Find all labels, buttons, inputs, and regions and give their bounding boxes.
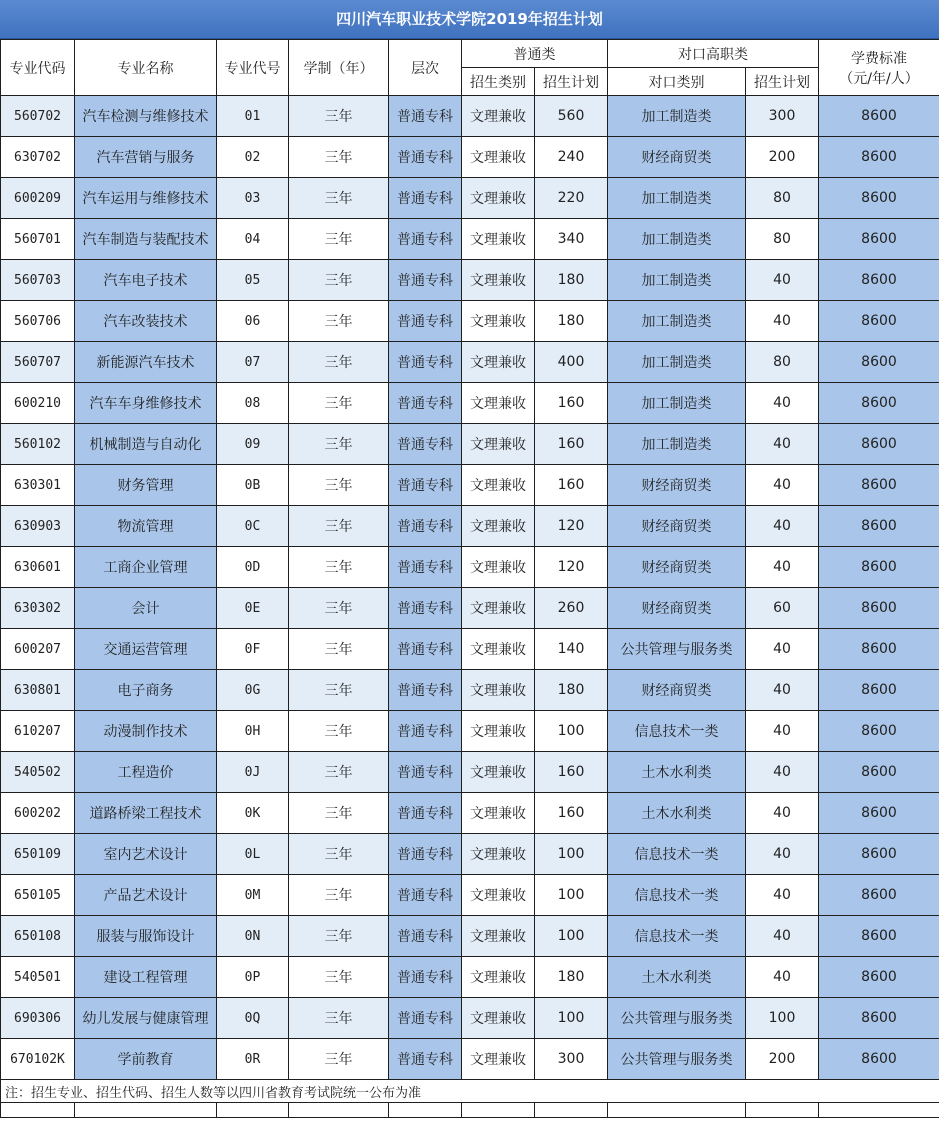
empty-cell (389, 1103, 462, 1118)
cell-short-code: 06 (217, 301, 289, 342)
cell-vocational-plan: 40 (746, 260, 819, 301)
empty-row (1, 1103, 939, 1118)
cell-short-code: 0L (217, 834, 289, 875)
cell-name: 室内艺术设计 (75, 834, 217, 875)
cell-short-code: 01 (217, 96, 289, 137)
cell-general-plan: 100 (535, 834, 608, 875)
cell-years: 三年 (289, 752, 389, 793)
cell-general-type: 文理兼收 (462, 834, 535, 875)
table-row (1, 916, 939, 957)
cell-code: 600202 (1, 793, 75, 834)
cell-vocational-plan: 40 (746, 301, 819, 342)
cell-vocational-type: 公共管理与服务类 (608, 1039, 746, 1080)
cell-code: 560701 (1, 219, 75, 260)
cell-general-type: 文理兼收 (462, 1039, 535, 1080)
cell-vocational-plan: 80 (746, 219, 819, 260)
cell-short-code: 0M (217, 875, 289, 916)
cell-vocational-type: 加工制造类 (608, 301, 746, 342)
cell-years: 三年 (289, 998, 389, 1039)
table-row (1, 1039, 939, 1080)
cell-fee: 8600 (819, 301, 939, 342)
cell-years: 三年 (289, 834, 389, 875)
cell-general-type: 文理兼收 (462, 916, 535, 957)
cell-fee: 8600 (819, 465, 939, 506)
cell-years: 三年 (289, 793, 389, 834)
table-body (1, 96, 939, 1118)
cell-fee: 8600 (819, 957, 939, 998)
cell-level: 普通专科 (389, 424, 462, 465)
cell-general-type: 文理兼收 (462, 137, 535, 178)
cell-level: 普通专科 (389, 916, 462, 957)
cell-general-type: 文理兼收 (462, 424, 535, 465)
cell-code: 650109 (1, 834, 75, 875)
cell-name: 汽车检测与维修技术 (75, 96, 217, 137)
cell-vocational-type: 公共管理与服务类 (608, 629, 746, 670)
cell-short-code: 0E (217, 588, 289, 629)
cell-level: 普通专科 (389, 670, 462, 711)
cell-short-code: 0P (217, 957, 289, 998)
cell-vocational-type: 财经商贸类 (608, 506, 746, 547)
table-row (1, 219, 939, 260)
cell-general-plan: 180 (535, 260, 608, 301)
cell-short-code: 04 (217, 219, 289, 260)
cell-short-code: 08 (217, 383, 289, 424)
cell-fee: 8600 (819, 875, 939, 916)
cell-vocational-type: 信息技术一类 (608, 834, 746, 875)
cell-code: 600210 (1, 383, 75, 424)
table-row (1, 178, 939, 219)
cell-vocational-plan: 40 (746, 916, 819, 957)
cell-years: 三年 (289, 957, 389, 998)
cell-vocational-type: 土木水利类 (608, 752, 746, 793)
cell-general-type: 文理兼收 (462, 383, 535, 424)
table-row (1, 588, 939, 629)
footnote: 注：招生专业、招生代码、招生人数等以四川省教育考试院统一公布为准 (1, 1080, 939, 1103)
cell-vocational-type: 加工制造类 (608, 342, 746, 383)
header-years: 学制（年） (289, 40, 389, 96)
cell-general-type: 文理兼收 (462, 178, 535, 219)
cell-short-code: 0R (217, 1039, 289, 1080)
header-code: 专业代码 (1, 40, 75, 96)
cell-general-plan: 160 (535, 424, 608, 465)
cell-short-code: 07 (217, 342, 289, 383)
header-fee-line2: （元/年/人） (839, 70, 919, 87)
cell-general-type: 文理兼收 (462, 957, 535, 998)
cell-years: 三年 (289, 260, 389, 301)
cell-general-plan: 120 (535, 506, 608, 547)
cell-fee: 8600 (819, 178, 939, 219)
cell-name: 学前教育 (75, 1039, 217, 1080)
cell-short-code: 02 (217, 137, 289, 178)
cell-general-plan: 100 (535, 875, 608, 916)
cell-short-code: 0B (217, 465, 289, 506)
cell-vocational-plan: 40 (746, 752, 819, 793)
cell-vocational-type: 加工制造类 (608, 96, 746, 137)
table-row (1, 875, 939, 916)
cell-vocational-type: 加工制造类 (608, 178, 746, 219)
cell-short-code: 03 (217, 178, 289, 219)
cell-name: 汽车车身维修技术 (75, 383, 217, 424)
cell-level: 普通专科 (389, 506, 462, 547)
cell-vocational-type: 信息技术一类 (608, 875, 746, 916)
header-general-type: 招生类别 (462, 68, 535, 96)
cell-years: 三年 (289, 506, 389, 547)
table-row (1, 506, 939, 547)
cell-general-plan: 180 (535, 670, 608, 711)
cell-code: 630302 (1, 588, 75, 629)
cell-fee: 8600 (819, 793, 939, 834)
cell-level: 普通专科 (389, 957, 462, 998)
cell-code: 610207 (1, 711, 75, 752)
cell-years: 三年 (289, 178, 389, 219)
cell-code: 630301 (1, 465, 75, 506)
cell-general-type: 文理兼收 (462, 670, 535, 711)
cell-general-type: 文理兼收 (462, 219, 535, 260)
cell-fee: 8600 (819, 1039, 939, 1080)
cell-name: 新能源汽车技术 (75, 342, 217, 383)
cell-years: 三年 (289, 301, 389, 342)
table-row (1, 260, 939, 301)
cell-vocational-type: 财经商贸类 (608, 547, 746, 588)
cell-general-type: 文理兼收 (462, 793, 535, 834)
table-row (1, 957, 939, 998)
cell-level: 普通专科 (389, 137, 462, 178)
cell-general-plan: 100 (535, 998, 608, 1039)
cell-vocational-type: 加工制造类 (608, 383, 746, 424)
cell-general-type: 文理兼收 (462, 342, 535, 383)
cell-years: 三年 (289, 465, 389, 506)
cell-vocational-plan: 300 (746, 96, 819, 137)
cell-vocational-plan: 40 (746, 629, 819, 670)
cell-level: 普通专科 (389, 96, 462, 137)
cell-level: 普通专科 (389, 998, 462, 1039)
cell-name: 建设工程管理 (75, 957, 217, 998)
cell-name: 道路桥梁工程技术 (75, 793, 217, 834)
empty-cell (462, 1103, 535, 1118)
cell-general-type: 文理兼收 (462, 465, 535, 506)
cell-general-type: 文理兼收 (462, 875, 535, 916)
table-row (1, 752, 939, 793)
cell-short-code: 0F (217, 629, 289, 670)
empty-cell (746, 1103, 819, 1118)
cell-fee: 8600 (819, 629, 939, 670)
cell-fee: 8600 (819, 752, 939, 793)
table-row (1, 342, 939, 383)
cell-general-plan: 340 (535, 219, 608, 260)
cell-code: 670102K (1, 1039, 75, 1080)
cell-general-plan: 160 (535, 793, 608, 834)
cell-general-plan: 560 (535, 96, 608, 137)
cell-general-plan: 160 (535, 465, 608, 506)
cell-code: 630903 (1, 506, 75, 547)
cell-general-type: 文理兼收 (462, 301, 535, 342)
cell-fee: 8600 (819, 506, 939, 547)
cell-vocational-plan: 40 (746, 383, 819, 424)
cell-vocational-plan: 40 (746, 547, 819, 588)
cell-code: 630801 (1, 670, 75, 711)
cell-general-plan: 180 (535, 301, 608, 342)
cell-fee: 8600 (819, 547, 939, 588)
cell-fee: 8600 (819, 342, 939, 383)
cell-vocational-plan: 40 (746, 793, 819, 834)
cell-code: 560702 (1, 96, 75, 137)
cell-general-plan: 100 (535, 711, 608, 752)
cell-code: 630702 (1, 137, 75, 178)
table-row (1, 383, 939, 424)
cell-short-code: 0Q (217, 998, 289, 1039)
table-row (1, 670, 939, 711)
cell-vocational-plan: 200 (746, 137, 819, 178)
note-row (1, 1080, 939, 1103)
cell-general-plan: 180 (535, 957, 608, 998)
cell-years: 三年 (289, 342, 389, 383)
cell-name: 汽车运用与维修技术 (75, 178, 217, 219)
cell-name: 汽车电子技术 (75, 260, 217, 301)
cell-vocational-type: 土木水利类 (608, 793, 746, 834)
cell-vocational-type: 加工制造类 (608, 260, 746, 301)
cell-years: 三年 (289, 219, 389, 260)
cell-vocational-type: 信息技术一类 (608, 916, 746, 957)
cell-name: 汽车制造与装配技术 (75, 219, 217, 260)
cell-years: 三年 (289, 1039, 389, 1080)
cell-level: 普通专科 (389, 301, 462, 342)
header-vocational-group: 对口高职类 (608, 40, 819, 68)
cell-level: 普通专科 (389, 383, 462, 424)
cell-name: 会计 (75, 588, 217, 629)
cell-fee: 8600 (819, 711, 939, 752)
cell-vocational-plan: 60 (746, 588, 819, 629)
cell-vocational-type: 加工制造类 (608, 219, 746, 260)
cell-fee: 8600 (819, 998, 939, 1039)
cell-vocational-plan: 80 (746, 178, 819, 219)
cell-fee: 8600 (819, 834, 939, 875)
cell-code: 600207 (1, 629, 75, 670)
cell-general-type: 文理兼收 (462, 547, 535, 588)
table-row (1, 465, 939, 506)
cell-vocational-plan: 40 (746, 834, 819, 875)
cell-years: 三年 (289, 711, 389, 752)
cell-short-code: 09 (217, 424, 289, 465)
empty-cell (608, 1103, 746, 1118)
cell-years: 三年 (289, 137, 389, 178)
cell-fee: 8600 (819, 137, 939, 178)
cell-vocational-plan: 40 (746, 711, 819, 752)
cell-level: 普通专科 (389, 219, 462, 260)
cell-short-code: 0D (217, 547, 289, 588)
cell-general-type: 文理兼收 (462, 96, 535, 137)
cell-vocational-plan: 40 (746, 670, 819, 711)
cell-code: 560102 (1, 424, 75, 465)
cell-code: 650105 (1, 875, 75, 916)
empty-cell (1, 1103, 75, 1118)
table-row (1, 998, 939, 1039)
cell-general-type: 文理兼收 (462, 711, 535, 752)
cell-level: 普通专科 (389, 1039, 462, 1080)
cell-vocational-type: 信息技术一类 (608, 711, 746, 752)
empty-cell (75, 1103, 217, 1118)
cell-name: 财务管理 (75, 465, 217, 506)
cell-name: 汽车改装技术 (75, 301, 217, 342)
cell-name: 产品艺术设计 (75, 875, 217, 916)
cell-code: 560703 (1, 260, 75, 301)
table-row (1, 711, 939, 752)
table-row (1, 301, 939, 342)
cell-name: 幼儿发展与健康管理 (75, 998, 217, 1039)
cell-general-type: 文理兼收 (462, 260, 535, 301)
cell-vocational-plan: 80 (746, 342, 819, 383)
cell-name: 服装与服饰设计 (75, 916, 217, 957)
cell-short-code: 0J (217, 752, 289, 793)
cell-years: 三年 (289, 875, 389, 916)
cell-code: 560706 (1, 301, 75, 342)
cell-vocational-plan: 100 (746, 998, 819, 1039)
table-row (1, 547, 939, 588)
cell-name: 动漫制作技术 (75, 711, 217, 752)
cell-general-plan: 160 (535, 383, 608, 424)
cell-short-code: 0K (217, 793, 289, 834)
cell-vocational-plan: 200 (746, 1039, 819, 1080)
cell-code: 600209 (1, 178, 75, 219)
cell-vocational-type: 加工制造类 (608, 424, 746, 465)
cell-general-plan: 100 (535, 916, 608, 957)
cell-general-plan: 120 (535, 547, 608, 588)
header-level: 层次 (389, 40, 462, 96)
cell-fee: 8600 (819, 96, 939, 137)
table-header (1, 40, 939, 96)
header-short-code: 专业代号 (217, 40, 289, 96)
cell-level: 普通专科 (389, 588, 462, 629)
enrollment-table (0, 39, 939, 1118)
cell-years: 三年 (289, 670, 389, 711)
table-row (1, 793, 939, 834)
cell-short-code: 0N (217, 916, 289, 957)
cell-general-plan: 140 (535, 629, 608, 670)
cell-general-type: 文理兼收 (462, 588, 535, 629)
empty-cell (217, 1103, 289, 1118)
cell-general-type: 文理兼收 (462, 506, 535, 547)
cell-vocational-type: 财经商贸类 (608, 465, 746, 506)
cell-years: 三年 (289, 547, 389, 588)
cell-name: 工商企业管理 (75, 547, 217, 588)
cell-short-code: 0C (217, 506, 289, 547)
cell-code: 540501 (1, 957, 75, 998)
table-row (1, 137, 939, 178)
cell-vocational-plan: 40 (746, 875, 819, 916)
cell-short-code: 0H (217, 711, 289, 752)
cell-vocational-type: 财经商贸类 (608, 588, 746, 629)
cell-fee: 8600 (819, 588, 939, 629)
cell-general-type: 文理兼收 (462, 752, 535, 793)
cell-general-plan: 300 (535, 1039, 608, 1080)
cell-name: 电子商务 (75, 670, 217, 711)
header-fee-line1: 学费标准 (851, 50, 907, 67)
empty-cell (819, 1103, 939, 1118)
cell-level: 普通专科 (389, 752, 462, 793)
cell-years: 三年 (289, 383, 389, 424)
cell-vocational-plan: 40 (746, 424, 819, 465)
cell-level: 普通专科 (389, 793, 462, 834)
table-row (1, 424, 939, 465)
header-general-plan: 招生计划 (535, 68, 608, 96)
cell-code: 690306 (1, 998, 75, 1039)
cell-short-code: 05 (217, 260, 289, 301)
cell-vocational-plan: 40 (746, 465, 819, 506)
table-row (1, 96, 939, 137)
cell-short-code: 0G (217, 670, 289, 711)
cell-level: 普通专科 (389, 547, 462, 588)
cell-level: 普通专科 (389, 711, 462, 752)
cell-general-plan: 400 (535, 342, 608, 383)
cell-level: 普通专科 (389, 178, 462, 219)
header-general-group: 普通类 (462, 40, 608, 68)
cell-years: 三年 (289, 629, 389, 670)
cell-vocational-plan: 40 (746, 957, 819, 998)
cell-level: 普通专科 (389, 875, 462, 916)
cell-vocational-type: 财经商贸类 (608, 670, 746, 711)
cell-name: 交通运营管理 (75, 629, 217, 670)
cell-vocational-type: 公共管理与服务类 (608, 998, 746, 1039)
cell-name: 汽车营销与服务 (75, 137, 217, 178)
header-vocational-type: 对口类别 (608, 68, 746, 96)
cell-years: 三年 (289, 916, 389, 957)
cell-code: 650108 (1, 916, 75, 957)
cell-fee: 8600 (819, 670, 939, 711)
cell-general-plan: 160 (535, 752, 608, 793)
cell-fee: 8600 (819, 219, 939, 260)
cell-general-type: 文理兼收 (462, 629, 535, 670)
header-fee (819, 40, 939, 96)
cell-level: 普通专科 (389, 342, 462, 383)
cell-vocational-plan: 40 (746, 506, 819, 547)
cell-code: 560707 (1, 342, 75, 383)
empty-cell (535, 1103, 608, 1118)
cell-name: 机械制造与自动化 (75, 424, 217, 465)
cell-fee: 8600 (819, 383, 939, 424)
cell-general-plan: 220 (535, 178, 608, 219)
cell-vocational-type: 财经商贸类 (608, 137, 746, 178)
cell-level: 普通专科 (389, 629, 462, 670)
sheet-title: 四川汽车职业技术学院2019年招生计划 (0, 0, 939, 39)
cell-code: 630601 (1, 547, 75, 588)
cell-level: 普通专科 (389, 260, 462, 301)
cell-fee: 8600 (819, 260, 939, 301)
header-vocational-plan: 招生计划 (746, 68, 819, 96)
cell-general-plan: 260 (535, 588, 608, 629)
cell-years: 三年 (289, 424, 389, 465)
table-row (1, 629, 939, 670)
cell-level: 普通专科 (389, 465, 462, 506)
cell-vocational-type: 土木水利类 (608, 957, 746, 998)
cell-code: 540502 (1, 752, 75, 793)
cell-years: 三年 (289, 588, 389, 629)
table-row (1, 834, 939, 875)
cell-general-plan: 240 (535, 137, 608, 178)
cell-level: 普通专科 (389, 834, 462, 875)
cell-general-type: 文理兼收 (462, 998, 535, 1039)
empty-cell (289, 1103, 389, 1118)
cell-name: 工程造价 (75, 752, 217, 793)
cell-fee: 8600 (819, 916, 939, 957)
cell-years: 三年 (289, 96, 389, 137)
cell-name: 物流管理 (75, 506, 217, 547)
header-name: 专业名称 (75, 40, 217, 96)
cell-fee: 8600 (819, 424, 939, 465)
